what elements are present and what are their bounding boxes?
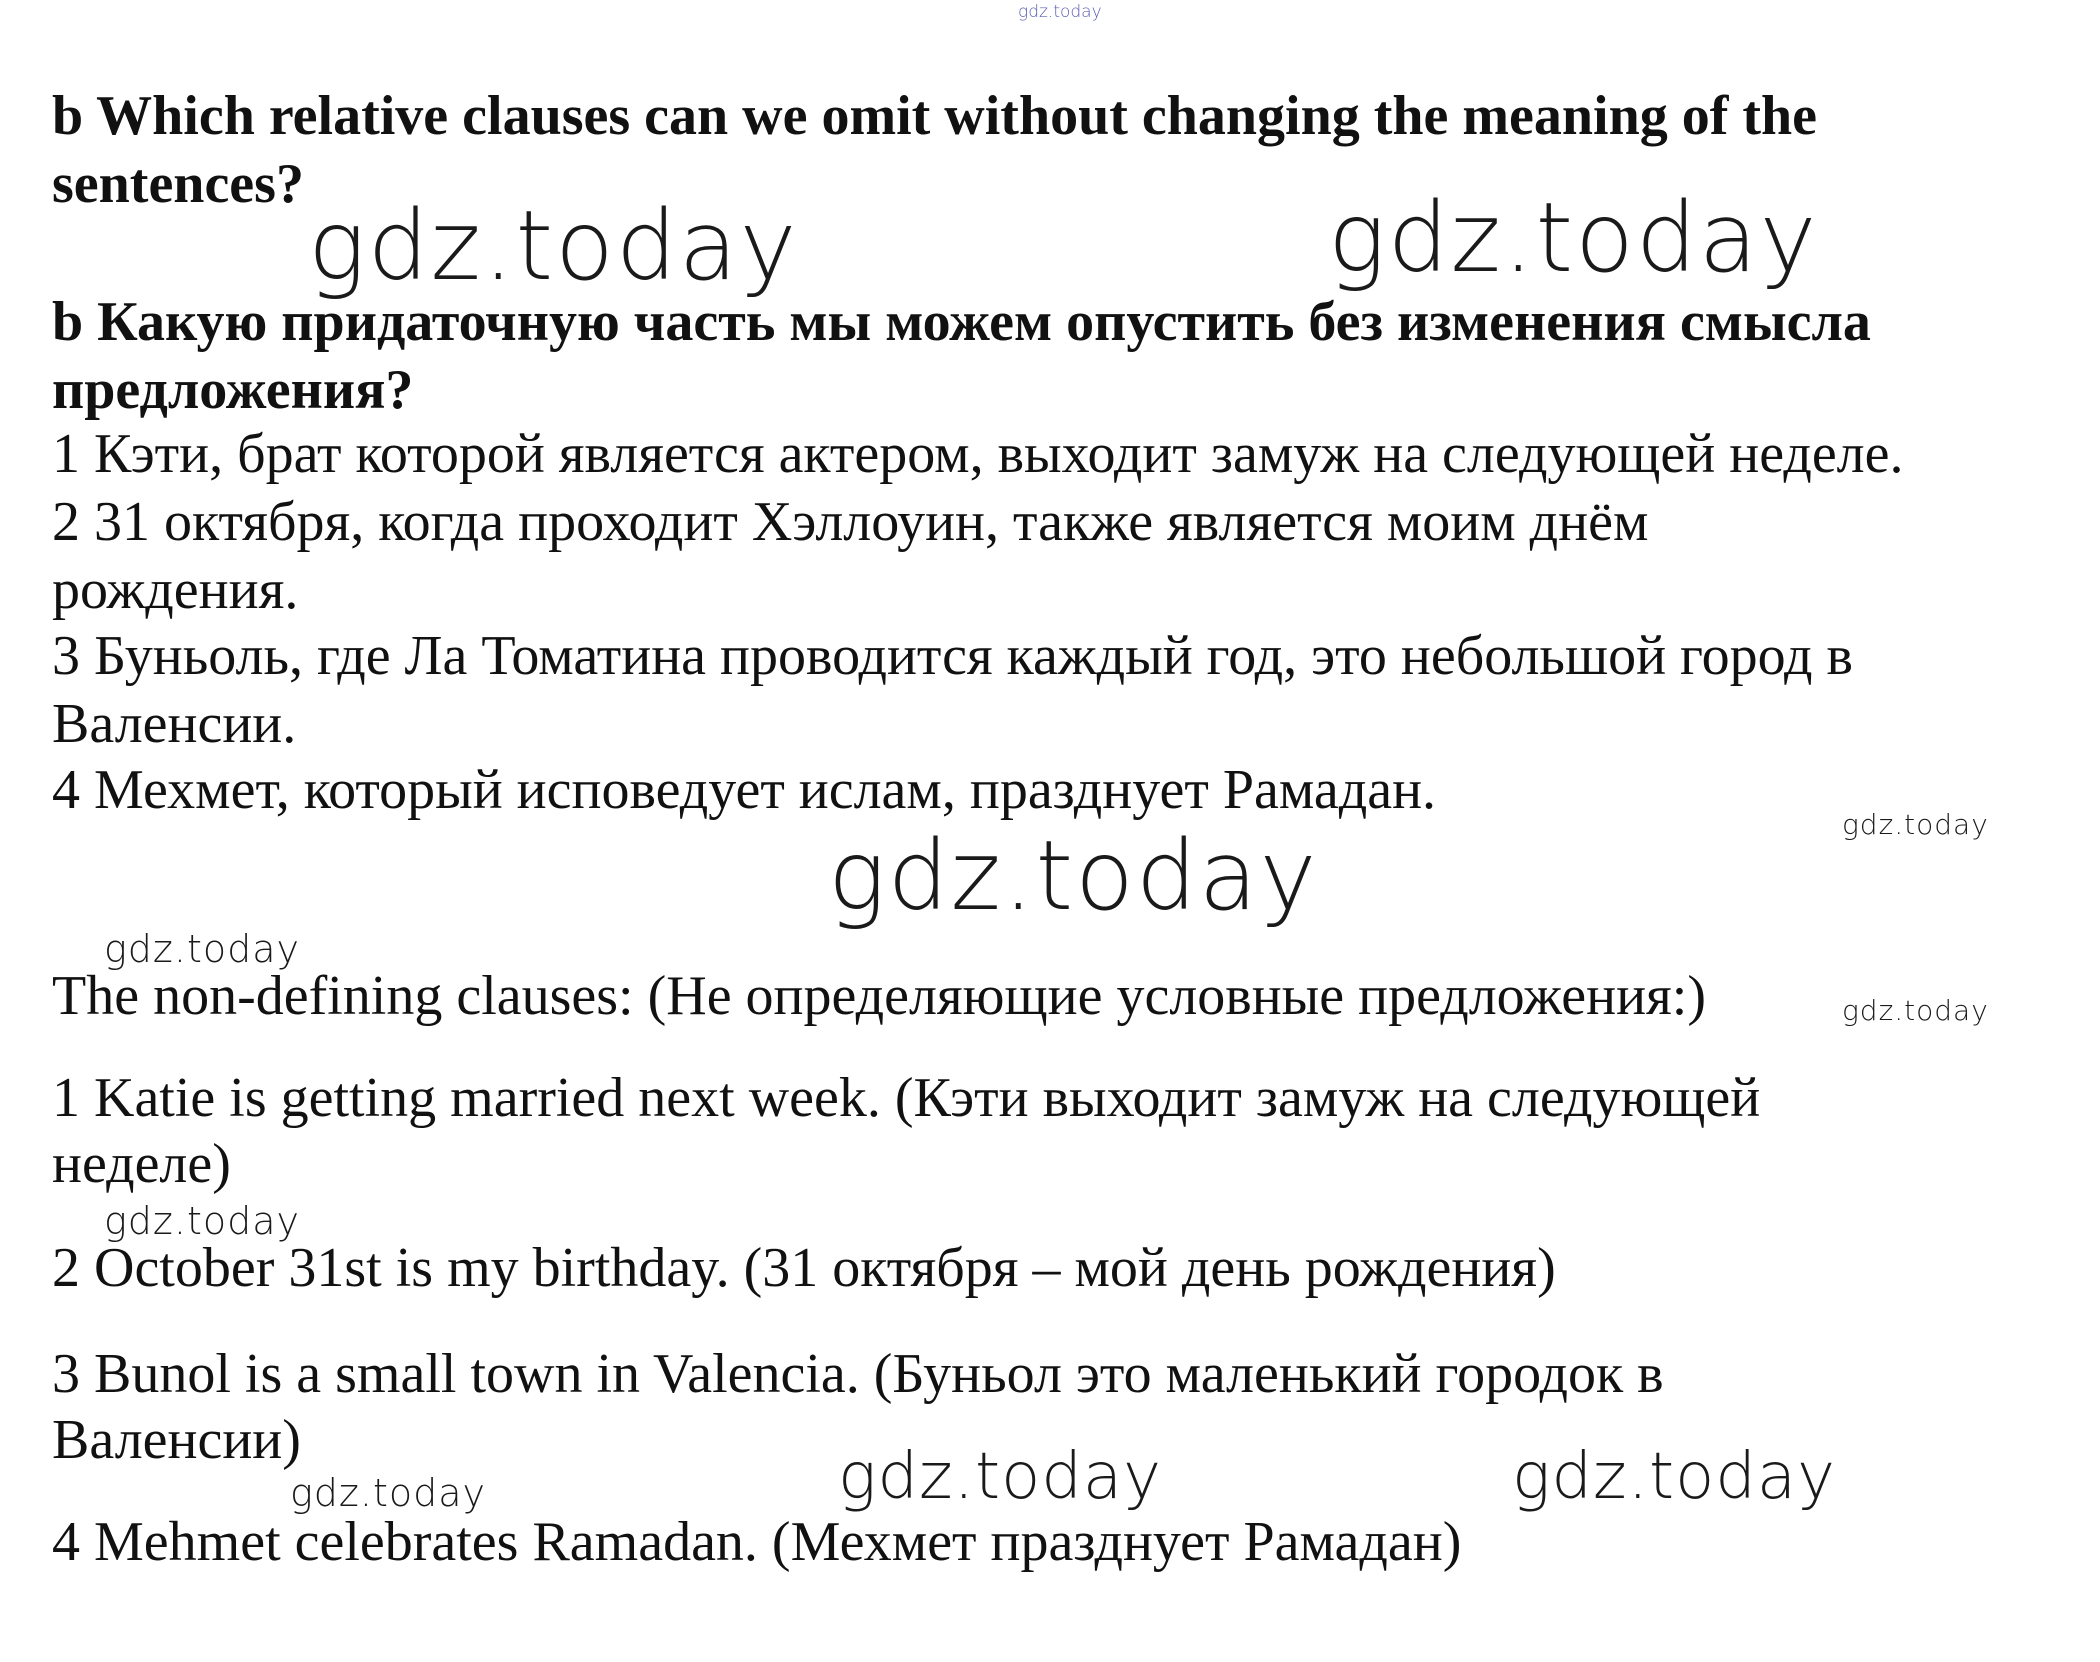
watermark: gdz.today (104, 927, 300, 971)
answer-heading: The non-defining clauses: (Не определяющие условные предложения:) (52, 965, 1706, 1027)
answer-3-cont: Валенсии) (52, 1409, 301, 1471)
watermark: gdz.today (838, 1440, 1162, 1514)
watermark: gdz.today (1328, 182, 1819, 294)
question-ru-line-1: b Какую придаточную часть мы можем опустить без изменения смысла (52, 291, 1871, 353)
watermark: gdz.today (1512, 1440, 1836, 1514)
answer-2: 2 October 31st is my birthday. (31 октября – мой день рождения) (52, 1237, 1556, 1299)
watermark: gdz.today (1842, 994, 1989, 1027)
answer-4: 4 Mehmet celebrates Ramadan. (Мехмет празднует Рамадан) (52, 1511, 1462, 1573)
watermark: gdz.today (828, 820, 1319, 932)
answer-3: 3 Bunol is a small town in Valencia. (Буньол это маленький городок в (52, 1343, 1664, 1405)
sentence-ru-1: 1 Кэти, брат которой является актером, выходит замуж на следующей неделе. (52, 423, 1904, 485)
question-en-line-1: b Which relative clauses can we omit without changing the meaning of the (52, 85, 1818, 147)
question-en-line-2: sentences? (52, 153, 304, 215)
question-ru-line-2: предложения? (52, 359, 414, 421)
sentence-ru-3-cont: Валенсии. (52, 693, 297, 755)
sentence-ru-4: 4 Мехмет, который исповедует ислам, празднует Рамадан. (52, 759, 1437, 821)
answer-1: 1 Katie is getting married next week. (Кэти выходит замуж на следующей (52, 1067, 1761, 1129)
watermark: gdz.today (1842, 808, 1989, 841)
header-watermark: gdz.today (1018, 2, 1102, 22)
watermark: gdz.today (308, 190, 799, 302)
answer-1-cont: неделе) (52, 1133, 231, 1195)
sentence-ru-2: 2 31 октября, когда проходит Хэллоуин, также является моим днём (52, 491, 1649, 553)
watermark: gdz.today (290, 1471, 486, 1515)
sentence-ru-3: 3 Буньоль, где Ла Томатина проводится каждый год, это небольшой город в (52, 625, 1853, 687)
watermark: gdz.today (104, 1199, 300, 1243)
sentence-ru-2-cont: рождения. (52, 559, 299, 621)
